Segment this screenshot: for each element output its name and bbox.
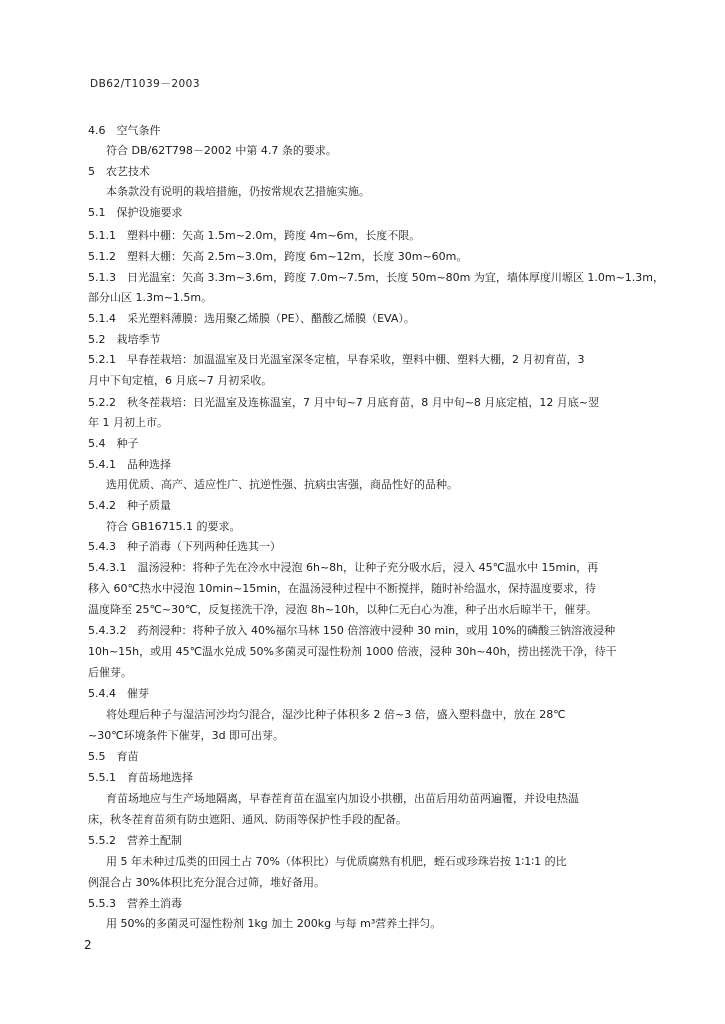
paragraph-line: 符合 DB/62T798－2002 中第 4.7 条的要求。 (106, 144, 337, 157)
paragraph-line: 符合 GB16715.1 的要求。 (106, 520, 241, 533)
paragraph-line: 10h~15h，或用 45℃温水兑成 50%多菌灵可湿性粉剂 1000 倍液，浸种 30h~40h，捞出搓洗干净，待干 (88, 645, 617, 658)
paragraph-line: 用 5 年未种过瓜类的田园土占 70%（体积比）与优质腐熟有机肥，蛭石或珍珠岩按 1∶1∶1 的比 (106, 855, 567, 868)
paragraph-line: 5.2.2 秋冬茬栽培：日光温室及连栋温室，7 月中旬~7 月底育苗，8 月中旬~8 月底定植，12 月底~翌 (88, 396, 600, 409)
paragraph-line: 部分山区 1.3m~1.5m。 (88, 291, 213, 304)
document-header: DB62/T1039－2003 (90, 78, 201, 90)
section-heading: 5.4.3 种子消毒（下列两种任选其一） (88, 540, 281, 553)
paragraph-line: 例混合占 30%体积比充分混合过筛，堆好备用。 (88, 876, 325, 889)
section-heading: 5.4.1 品种选择 (88, 458, 171, 471)
paragraph-line: 5.1.2 塑料大棚：矢高 2.5m~3.0m，跨度 6m~12m，长度 30m~60m。 (88, 250, 468, 263)
paragraph-line: 选用优质、高产、适应性广、抗逆性强、抗病虫害强，商品性好的品种。 (106, 478, 458, 491)
section-heading: 5.5.3 营养土消毒 (88, 897, 182, 910)
paragraph-line: 床，秋冬茬育苗须有防虫遮阳、通风、防雨等保护性手段的配备。 (88, 813, 407, 826)
section-heading: 4.6 空气条件 (88, 124, 161, 137)
paragraph-line: 后催芽。 (88, 666, 132, 679)
section-heading: 5.4 种子 (88, 437, 139, 450)
paragraph-line: 5.4.3.1 温汤浸种：将种子先在冷水中浸泡 6h~8h，让种子充分吸水后，浸入 45℃温水中 15min，再 (88, 561, 599, 574)
paragraph-line: 5.1.3 日光温室：矢高 3.3m~3.6m，跨度 7.0m~7.5m，长度 50m~80m 为宜，墙体厚度川塬区 1.0m~1.3m， (88, 271, 665, 284)
section-heading: 5.2 栽培季节 (88, 333, 161, 346)
section-heading: 5.5 育苗 (88, 750, 139, 763)
paragraph-line: 年 1 月初上市。 (88, 416, 168, 429)
paragraph-line: ~30℃环境条件下催芽，3d 即可出芽。 (88, 729, 285, 742)
paragraph-line: 将处理后种子与湿洁河沙均匀混合，湿沙比种子体积多 2 倍~3 倍，盛入塑料盘中，放在 28℃ (106, 708, 566, 721)
paragraph-line: 用 50%的多菌灵可湿性粉剂 1kg 加土 200kg 与每 m³营养土拌匀。 (106, 917, 442, 930)
paragraph-line: 月中下旬定植，6 月底~7 月初采收。 (88, 374, 273, 387)
section-heading: 5.5.2 营养土配制 (88, 834, 182, 847)
section-heading: 5 农艺技术 (88, 165, 150, 178)
paragraph-line: 移入 60℃热水中浸泡 10min~15min，在温汤浸种过程中不断搅拌，随时补给温水，保持温度要求，待 (88, 582, 597, 595)
paragraph-line: 5.1.4 采光塑料薄膜：选用聚乙烯膜（PE）、醋酸乙烯膜（EVA）。 (88, 312, 415, 325)
section-heading: 5.4.2 种子质量 (88, 499, 171, 512)
section-heading: 5.1 保护设施要求 (88, 206, 183, 219)
paragraph-line: 温度降至 25℃~30℃，反复搓洗干净，浸泡 8h~10h，以种仁无白心为准，种子出水后晾半干，催芽。 (88, 603, 598, 616)
paragraph-line: 5.2.1 早春茬栽培：加温温室及日光温室深冬定植，早春采收，塑料中棚、塑料大棚，2 月初育苗，3 (88, 353, 585, 366)
page-number: 2 (84, 938, 92, 952)
paragraph-line: 本条款没有说明的栽培措施，仍按常规农艺措施实施。 (106, 185, 370, 198)
paragraph-line: 育苗场地应与生产场地隔离，早春茬育苗在温室内加设小拱棚，出苗后用幼苗两遍覆，并设电热温 (106, 792, 579, 805)
section-heading: 5.5.1 育苗场地选择 (88, 771, 193, 784)
paragraph-line: 5.1.1 塑料中棚：矢高 1.5m~2.0m，跨度 4m~6m，长度不限。 (88, 229, 421, 242)
section-heading: 5.4.4 催芽 (88, 687, 149, 700)
paragraph-line: 5.4.3.2 药剂浸种：将种子放入 40%福尔马林 150 倍溶液中浸种 30 min，或用 10%的磷酸三钠溶液浸种 (88, 624, 616, 637)
